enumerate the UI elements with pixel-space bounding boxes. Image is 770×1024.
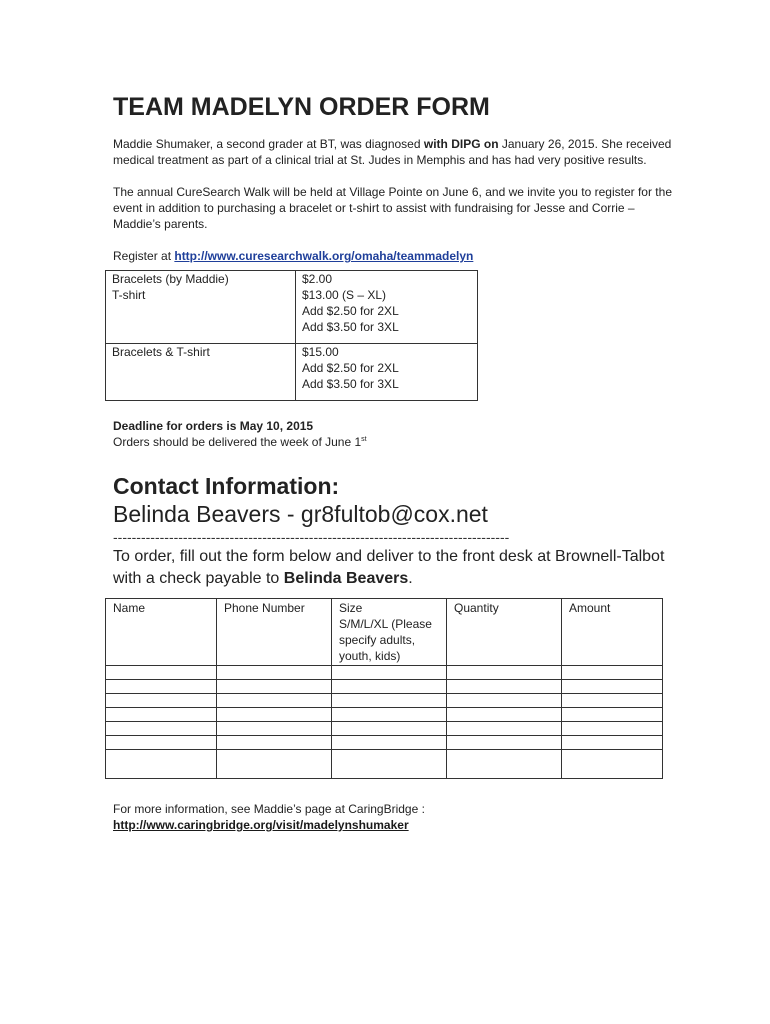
contact-name: Belinda Beavers - gr8fultob@cox.net bbox=[113, 501, 488, 527]
cut-line: ------------------------------------------------------------------------------------- bbox=[113, 530, 510, 544]
intro-paragraph: Maddie Shumaker, a second grader at BT, was diagnosed with DIPG on January 26, 2015. She received medical treatment as part of a clinical trial at St. Judes in Memphis and has had very positive results. bbox=[113, 137, 672, 167]
table-row bbox=[106, 736, 663, 750]
column-header-amount: Amount bbox=[562, 599, 663, 666]
delivery-text: Orders should be delivered the week of June 1 bbox=[113, 435, 362, 449]
price-item: Bracelets & T-shirt bbox=[106, 344, 296, 393]
column-header-quantity: Quantity bbox=[447, 599, 562, 666]
table-row bbox=[106, 750, 663, 779]
price-item: T-shirt bbox=[106, 287, 296, 335]
page-title: TEAM MADELYN ORDER FORM bbox=[113, 93, 490, 121]
table-row bbox=[106, 680, 663, 694]
register-line bbox=[113, 248, 673, 264]
document-page bbox=[113, 92, 673, 833]
price-value: $13.00 (S – XL) Add $2.50 for 2XL Add $3.50 for 3XL bbox=[296, 287, 478, 335]
table-row bbox=[106, 722, 663, 736]
column-header-name: Name bbox=[106, 599, 217, 666]
price-table bbox=[105, 270, 478, 401]
more-info-block bbox=[113, 801, 673, 833]
order-instructions: To order, fill out the form below and deliver to the front desk at Brownell-Talbot with a check payable to Belinda Beavers. bbox=[113, 548, 665, 587]
table-row bbox=[106, 666, 663, 680]
column-header-phone: Phone Number bbox=[217, 599, 332, 666]
deadline-text: Deadline for orders is May 10, 2015 bbox=[113, 419, 314, 433]
price-value: $2.00 bbox=[296, 271, 478, 288]
column-header-size: Size S/M/L/XL (Please specify adults, youth, kids) bbox=[332, 599, 447, 666]
more-info-text: For more information, see Maddie’s page at CaringBridge : bbox=[113, 802, 425, 816]
table-row bbox=[106, 708, 663, 722]
register-label: Register at bbox=[113, 249, 175, 263]
deadline-block: Deadline for orders is May 10, 2015 Orders should be delivered the week of June 1st bbox=[113, 419, 367, 449]
price-value: $15.00 Add $2.50 for 2XL Add $3.50 for 3XL bbox=[296, 344, 478, 393]
caringbridge-link[interactable]: http://www.caringbridge.org/visit/madelynshumaker bbox=[113, 818, 409, 832]
table-row bbox=[106, 694, 663, 708]
price-item: Bracelets (by Maddie) bbox=[106, 271, 296, 288]
contact-heading: Contact Information: bbox=[113, 473, 340, 499]
walk-paragraph: The annual CureSearch Walk will be held at Village Pointe on June 6, and we invite you to register for the event in addition to purchasing a bracelet or t-shirt to assist with fundraising for Jesse and Corrie – Maddie’s parents. bbox=[113, 185, 672, 231]
order-form-table bbox=[105, 598, 663, 779]
register-link[interactable]: http://www.curesearchwalk.org/omaha/teammadelyn bbox=[174, 249, 474, 263]
